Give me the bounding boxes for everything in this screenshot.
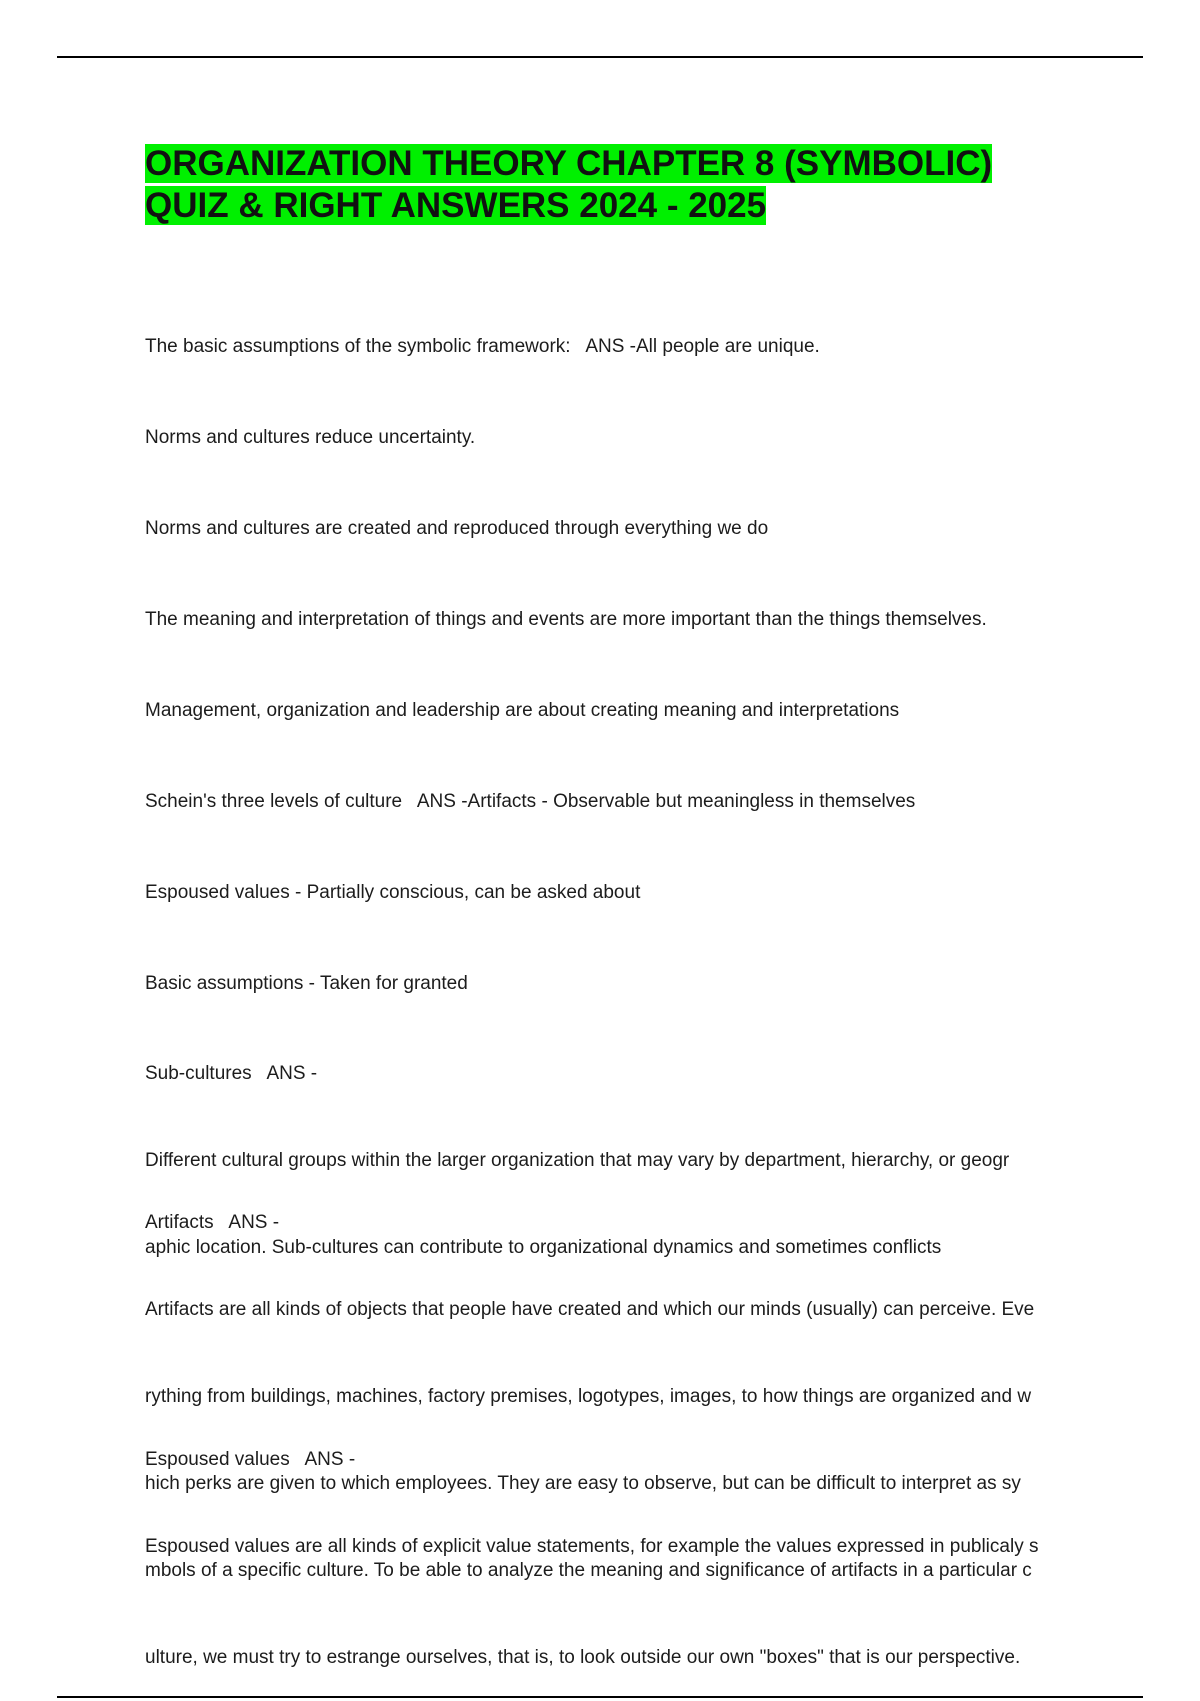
text-line: Espoused values are all kinds of explicit value statements, for example the values expressed in publicaly s <box>145 1536 1039 1557</box>
text-line: Basic assumptions - Taken for granted <box>145 973 468 994</box>
text-line: aphic location. Sub-cultures can contribute to organizational dynamics and sometimes conflicts <box>145 1237 942 1258</box>
text-line: Different cultural groups within the larger organization that may vary by department, hierarchy, or geogr <box>145 1150 1010 1171</box>
text-line: rything from buildings, machines, factory premises, logotypes, images, to how things are organized and w <box>145 1386 1032 1407</box>
text-line: Schein's three levels of culture ANS -Artifacts - Observable but meaningless in themselves <box>145 791 916 812</box>
text-line: hich perks are given to which employees. They are easy to observe, but can be difficult to interpret as sy <box>145 1473 1021 1494</box>
text-line: ulture, we must try to estrange ourselves, that is, to look outside our own "boxes" that is our perspective. <box>145 1647 1021 1668</box>
text-line: Espoused values - Partially conscious, can be asked about <box>145 882 641 903</box>
text-line: Sub-cultures ANS - <box>145 1063 318 1084</box>
title-line-2: QUIZ & RIGHT ANSWERS 2024 - 2025 <box>145 186 767 225</box>
text-line: The basic assumptions of the symbolic framework: ANS -All people are unique. <box>145 336 820 357</box>
bottom-rule <box>57 1696 1143 1698</box>
text-line: Norms and cultures reduce uncertainty. <box>145 427 476 448</box>
document-title <box>145 143 1085 227</box>
top-rule <box>57 56 1143 58</box>
text-line: The meaning and interpretation of things and events are more important than the things themselves. <box>145 609 987 630</box>
title-line-1: ORGANIZATION THEORY CHAPTER 8 (SYMBOLIC) <box>145 144 993 183</box>
text-line: mbols of a specific culture. To be able to analyze the meaning and significance of artifacts in a particular c <box>145 1560 1032 1581</box>
text-line: Norms and cultures are created and reproduced through everything we do <box>145 518 769 539</box>
text-line: Artifacts are all kinds of objects that people have created and which our minds (usually) can perceive. Eve <box>145 1299 1035 1320</box>
paragraph-11 <box>145 1387 1095 1590</box>
text-line: Management, organization and leadership are about creating meaning and interpretations <box>145 700 900 721</box>
text-line: Espoused values ANS - <box>145 1449 356 1470</box>
text-line: Artifacts ANS - <box>145 1212 280 1233</box>
